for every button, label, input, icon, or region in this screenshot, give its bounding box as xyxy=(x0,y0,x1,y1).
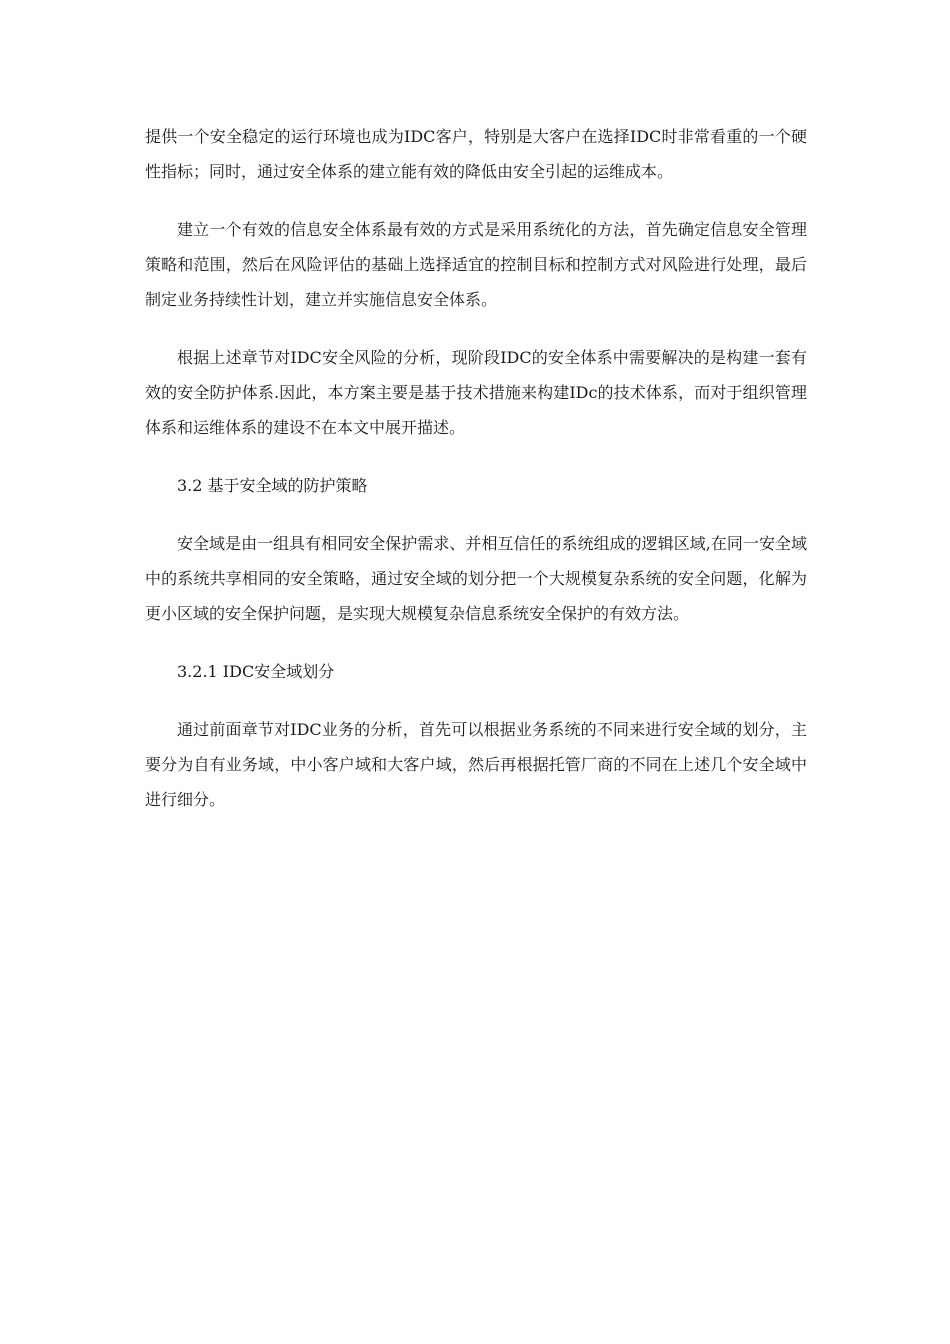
paragraph-security-domain: 安全域是由一组具有相同安全保护需求、并相互信任的系统组成的逻辑区域,在同一安全域中的系统共享相同的安全策略，通过安全域的划分把一个大规模复杂系统的安全问题，化解为更小区域的安全保护问题，是实现大规模复杂信息系统安全保护的有效方法。 xyxy=(145,534,807,623)
paragraph-intro-continuation: 提供一个安全稳定的运行环境也成为IDC客户，特别是大客户在选择IDC时非常看重的一个硬性指标；同时，通过安全体系的建立能有效的降低由安全引起的运维成本。 xyxy=(145,127,807,181)
section-heading-3-2-1: 3.2.1 IDC安全域划分 xyxy=(177,662,335,681)
paragraph-idc-risk-analysis: 根据上述章节对IDC安全风险的分析，现阶段IDC的安全体系中需要解决的是构建一套有效的安全防护体系.因此，本方案主要是基于技术措施来构建IDc的技术体系，而对于组织管理体系和运维体系的建设不在本文中展开描述。 xyxy=(145,348,807,437)
section-heading-3-2: 3.2 基于安全域的防护策略 xyxy=(177,476,368,495)
document-body xyxy=(145,119,807,840)
paragraph-idc-domain-division: 通过前面章节对IDC业务的分析，首先可以根据业务系统的不同来进行安全域的划分，主要分为自有业务域，中小客户域和大客户域，然后再根据托管厂商的不同在上述几个安全域中进行细分。 xyxy=(145,720,807,809)
paragraph-security-system: 建立一个有效的信息安全体系最有效的方式是采用系统化的方法，首先确定信息安全管理策略和范围，然后在风险评估的基础上选择适宜的控制目标和控制方式对风险进行处理，最后制定业务持续性计划，建立并实施信息安全体系。 xyxy=(145,220,807,309)
